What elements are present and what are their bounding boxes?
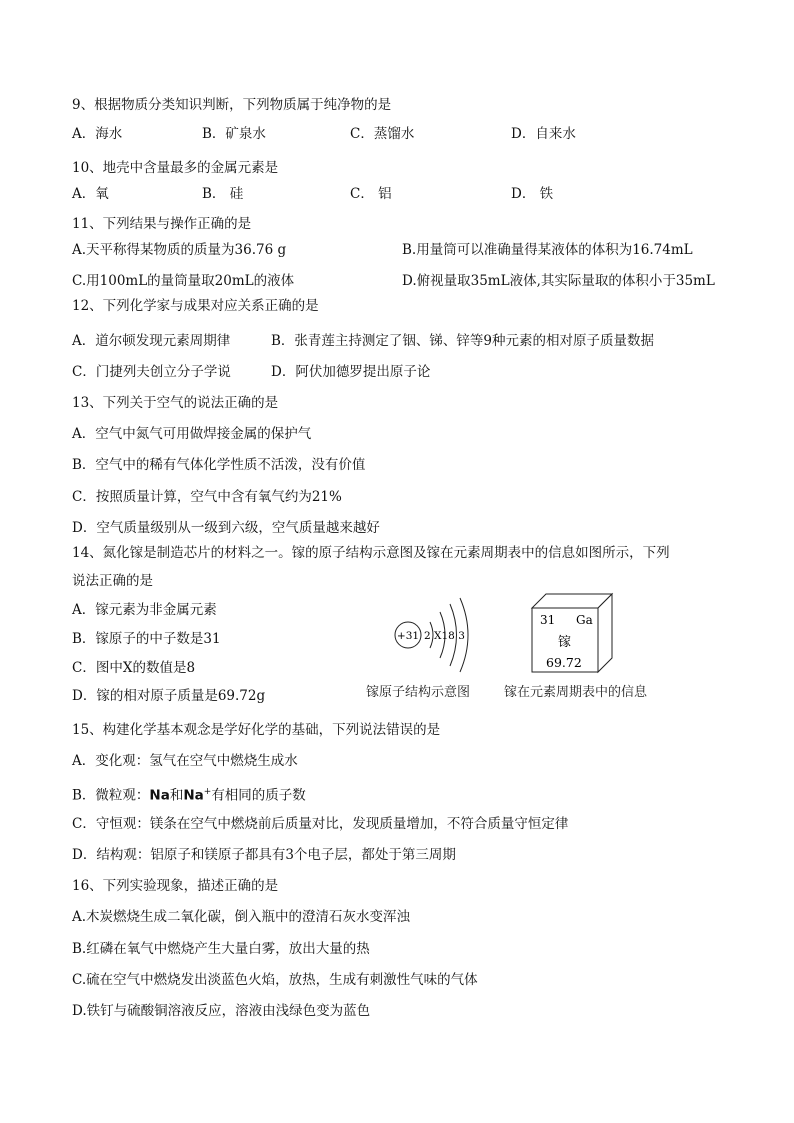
atom-shell-electrons: 2 X18 3	[424, 630, 465, 642]
q9-option-d: D．自来水	[511, 126, 576, 142]
q10-option-c: C． 铝	[350, 186, 392, 202]
q15-option-b-prefix: B．微粒观：	[72, 787, 150, 804]
sodium-ion-symbol: Na	[183, 787, 204, 804]
q13-stem: 13、下列关于空气的说法正确的是	[72, 395, 279, 411]
q9-option-a: A．海水	[72, 126, 123, 142]
q15-option-b-suffix: 有相同的质子数	[211, 787, 306, 804]
q10-option-b: B． 硅	[202, 186, 244, 202]
q13-option-c: C．按照质量计算，空气中含有氧气约为21%	[72, 489, 342, 505]
cell-side-face	[598, 594, 612, 672]
q10-option-a: A．氧	[72, 186, 109, 202]
q14-option-a: A．镓元素为非金属元素	[72, 602, 217, 618]
q11-option-d: D.俯视量取35mL液体,其实际量取的体积小于35mL	[402, 273, 715, 289]
gallium-atom-structure-diagram	[390, 594, 480, 680]
q12-option-b: B．张青莲主持测定了铟、锑、锌等9种元素的相对原子质量数据	[271, 333, 655, 349]
q9-option-b: B．矿泉水	[202, 126, 266, 142]
q16-option-d: D.铁钉与硫酸铜溶液反应，溶液由浅绿色变为蓝色	[72, 1003, 371, 1019]
element-atomic-number: 31	[540, 613, 556, 627]
q12-option-a: A．道尔顿发现元素周期律	[72, 333, 231, 349]
q15-option-b-and: 和	[169, 787, 184, 804]
sodium-symbol: Na	[149, 787, 170, 804]
q13-option-d: D．空气质量级别从一级到六级，空气质量越来越好	[72, 520, 380, 536]
atom-diagram-caption: 镓原子结构示意图	[366, 685, 471, 700]
q11-option-a: A.天平称得某物质的质量为36.76 g	[72, 242, 287, 258]
q13-option-a: A．空气中氮气可用做焊接金属的保护气	[72, 426, 312, 442]
q11-option-b: B.用量筒可以准确量得某液体的体积为16.74mL	[402, 242, 693, 258]
q14-option-b: B．镓原子的中子数是31	[72, 631, 221, 647]
q15-option-b	[72, 783, 306, 805]
q14-stem-line1: 14、氮化镓是制造芯片的材料之一。镓的原子结构示意图及镓在元素周期表中的信息如图所示，下列	[72, 545, 670, 561]
element-name: 镓	[558, 635, 572, 650]
sodium-ion-charge: +	[203, 787, 212, 797]
element-symbol: Ga	[576, 613, 593, 627]
q16-option-b: B.红磷在氧气中燃烧产生大量白雾，放出大量的热	[72, 941, 370, 957]
q12-option-d: D．阿伏加德罗提出原子论	[271, 364, 431, 380]
q16-option-c: C.硫在空气中燃烧发出淡蓝色火焰，放热，生成有刺激性气味的气体	[72, 972, 478, 988]
q13-option-b: B．空气中的稀有气体化学性质不活泼，没有价值	[72, 457, 366, 473]
gallium-periodic-table-cell	[528, 590, 616, 676]
q16-stem: 16、下列实验现象，描述正确的是	[72, 878, 279, 894]
q12-option-c: C．门捷列夫创立分子学说	[72, 364, 231, 380]
q15-option-a: A．变化观：氢气在空气中燃烧生成水	[72, 753, 298, 769]
q12-stem: 12、下列化学家与成果对应关系正确的是	[72, 298, 319, 314]
q9-stem: 9、根据物质分类知识判断，下列物质属于纯净物的是	[72, 97, 392, 113]
q15-option-d: D．结构观：铝原子和镁原子都具有3个电子层，都处于第三周期	[72, 847, 456, 863]
q10-option-d: D． 铁	[511, 186, 554, 202]
q10-stem: 10、地壳中含量最多的金属元素是	[72, 160, 279, 176]
q16-option-a: A.木炭燃烧生成二氧化碳，倒入瓶中的澄清石灰水变浑浊	[72, 909, 411, 925]
q15-stem: 15、构建化学基本观念是学好化学的基础，下列说法错误的是	[72, 722, 441, 738]
q15-option-c: C．守恒观：镁条在空气中燃烧前后质量对比，发现质量增加，不符合质量守恒定律	[72, 816, 569, 832]
q14-option-c: C．图中X的数值是8	[72, 660, 196, 676]
q14-option-d: D．镓的相对原子质量是69.72g	[72, 688, 266, 704]
element-atomic-mass: 69.72	[546, 655, 582, 670]
q14-stem-line2: 说法正确的是	[72, 573, 153, 589]
q11-option-c: C.用100mL的量筒量取20mL的液体	[72, 273, 295, 289]
element-cell-caption: 镓在元素周期表中的信息	[504, 685, 648, 700]
atom-nucleus-charge: +31	[396, 630, 420, 642]
q11-stem: 11、下列结果与操作正确的是	[72, 216, 252, 232]
q9-option-c: C．蒸馏水	[350, 126, 415, 142]
